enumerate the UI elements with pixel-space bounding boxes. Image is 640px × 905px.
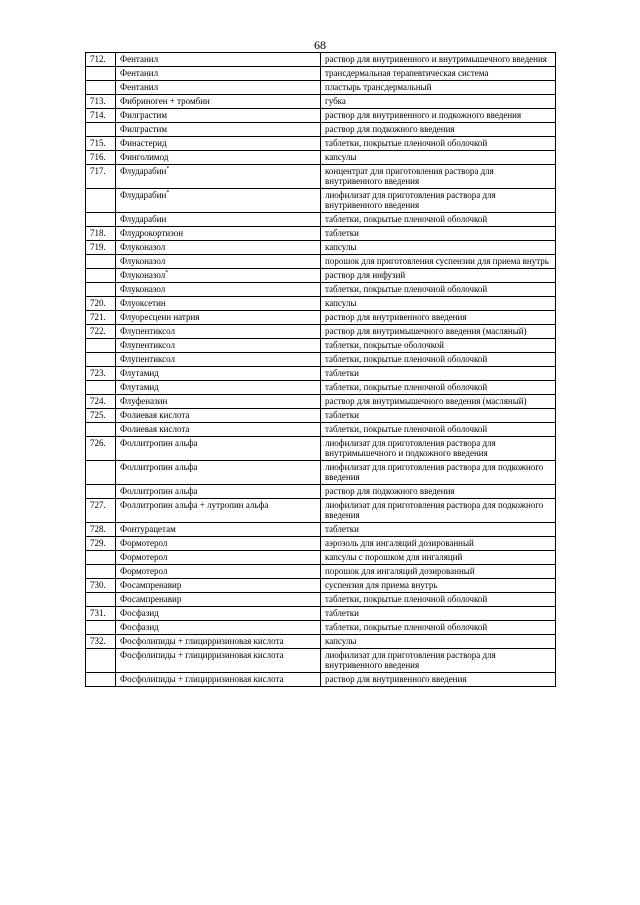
table-row [86,151,556,165]
table-row [86,499,556,523]
row-number [86,381,116,395]
drug-table [85,52,556,687]
table-row [86,241,556,255]
dosage-form: таблетки [321,227,556,241]
row-number: 712. [86,53,116,67]
row-number: 728. [86,523,116,537]
table-row [86,381,556,395]
table-row [86,367,556,381]
footnote-mark: * [165,270,169,276]
table-row [86,395,556,409]
row-number [86,189,116,213]
drug-name: Филграстим [120,110,168,120]
table-row [86,123,556,137]
drug-name: Финастерид [120,138,167,148]
drug-name: Фоллитропин альфа [120,438,198,448]
drug-name-cell [116,353,321,367]
dosage-form: пластырь трансдермальный [321,81,556,95]
footnote-mark: * [166,166,170,172]
row-number [86,123,116,137]
row-number: 722. [86,325,116,339]
drug-name: Фосфолипиды + глицирризиновая кислота [120,674,284,684]
row-number [86,67,116,81]
dosage-form: раствор для внутривенного и подкожного введения [321,109,556,123]
drug-name: Флупентиксол [120,340,176,350]
row-number [86,673,116,687]
dosage-form: порошок для приготовления суспензии для приема внутрь [321,255,556,269]
row-number: 723. [86,367,116,381]
drug-name-cell [116,255,321,269]
row-number [86,551,116,565]
drug-name: Фосфолипиды + глицирризиновая кислота [120,650,284,660]
table-row [86,635,556,649]
drug-name-cell [116,673,321,687]
dosage-form: губка [321,95,556,109]
table-row [86,311,556,325]
drug-name-cell [116,53,321,67]
row-number: 732. [86,635,116,649]
dosage-form: суспензия для приема внутрь [321,579,556,593]
drug-name: Фибриноген + тромбин [120,96,210,106]
drug-name-cell [116,437,321,461]
row-number: 726. [86,437,116,461]
drug-name: Флуконазол [120,270,166,280]
drug-name-cell [116,137,321,151]
drug-name-cell [116,551,321,565]
row-number: 715. [86,137,116,151]
table-row [86,53,556,67]
drug-name-cell [116,565,321,579]
row-number: 730. [86,579,116,593]
dosage-form: таблетки, покрытые пленочной оболочкой [321,213,556,227]
dosage-form: таблетки [321,367,556,381]
drug-name: Флударабин [120,214,167,224]
drug-name: Флупентиксол [120,354,176,364]
drug-name-cell [116,593,321,607]
drug-name-cell [116,67,321,81]
table-row [86,67,556,81]
table-row [86,325,556,339]
table-row [86,593,556,607]
drug-name-cell [116,297,321,311]
row-number: 718. [86,227,116,241]
drug-name: Фосампренавир [120,594,182,604]
drug-name-cell [116,635,321,649]
row-number: 727. [86,499,116,523]
drug-name-cell [116,81,321,95]
footnote-mark: * [166,190,170,196]
row-number [86,593,116,607]
dosage-form: раствор для инфузий [321,269,556,283]
drug-name-cell [116,241,321,255]
dosage-form: порошок для ингаляций дозированный [321,565,556,579]
row-number [86,649,116,673]
drug-name-cell [116,283,321,297]
table-row [86,621,556,635]
drug-table-body [86,53,556,687]
dosage-form: таблетки, покрытые пленочной оболочкой [321,353,556,367]
dosage-form: раствор для подкожного введения [321,123,556,137]
dosage-form: раствор для внутривенного и внутримышечного введения [321,53,556,67]
drug-name-cell [116,269,321,283]
table-row [86,137,556,151]
row-number [86,213,116,227]
dosage-form: лиофилизат для приготовления раствора для подкожного введения [321,499,556,523]
drug-name-cell [116,95,321,109]
drug-name: Фоллитропин альфа [120,486,198,496]
page-number: 68 [314,38,326,52]
drug-name: Фентанил [120,82,159,92]
row-number [86,81,116,95]
dosage-form: таблетки, покрытые пленочной оболочкой [321,137,556,151]
drug-name-cell [116,339,321,353]
drug-name: Фолиевая кислота [120,424,190,434]
dosage-form: таблетки, покрытые пленочной оболочкой [321,423,556,437]
table-row [86,551,556,565]
table-row [86,523,556,537]
table-row [86,165,556,189]
drug-name-cell [116,151,321,165]
table-row [86,95,556,109]
row-number: 731. [86,607,116,621]
drug-name-cell [116,367,321,381]
dosage-form: капсулы с порошком для ингаляций [321,551,556,565]
drug-name: Фоллитропин альфа + лутропин альфа [120,500,269,510]
drug-name: Фосфазид [120,608,159,618]
drug-name: Флуконазол [120,256,166,266]
row-number: 713. [86,95,116,109]
table-row [86,255,556,269]
drug-name-cell [116,499,321,523]
drug-name-cell [116,461,321,485]
drug-name: Флударабин [120,166,167,176]
dosage-form: трансдермальная терапевтическая система [321,67,556,81]
drug-name: Фентанил [120,68,159,78]
drug-name: Формотерол [120,538,168,548]
drug-name: Формотерол [120,566,168,576]
table-row [86,649,556,673]
table-row [86,409,556,423]
row-number [86,339,116,353]
table-row [86,485,556,499]
drug-name: Фосфолипиды + глицирризиновая кислота [120,636,284,646]
dosage-form: концентрат для приготовления раствора для внутривенного введения [321,165,556,189]
dosage-form: капсулы [321,241,556,255]
drug-name: Фосфазид [120,622,159,632]
drug-name: Флуоксетин [120,298,166,308]
row-number [86,269,116,283]
table-row [86,437,556,461]
dosage-form: капсулы [321,151,556,165]
drug-name-cell [116,423,321,437]
drug-name: Флудрокортизон [120,228,184,238]
row-number: 717. [86,165,116,189]
dosage-form: раствор для подкожного введения [321,485,556,499]
table-row [86,673,556,687]
table-row [86,565,556,579]
row-number: 716. [86,151,116,165]
table-row [86,461,556,485]
row-number: 719. [86,241,116,255]
table-row [86,109,556,123]
drug-name-cell [116,537,321,551]
table-row [86,353,556,367]
drug-name: Флупентиксол [120,326,176,336]
drug-name: Флуфеназин [120,396,168,406]
dosage-form: таблетки [321,409,556,423]
drug-name: Флутамид [120,368,159,378]
row-number [86,485,116,499]
drug-name: Фонтурацетам [120,524,176,534]
drug-name-cell [116,109,321,123]
table-row [86,81,556,95]
table-row [86,227,556,241]
table-row [86,537,556,551]
dosage-form: раствор для внутривенного введения [321,673,556,687]
drug-name-cell [116,189,321,213]
table-row [86,213,556,227]
drug-name-cell [116,123,321,137]
drug-name-cell [116,523,321,537]
table-row [86,297,556,311]
table-row [86,283,556,297]
dosage-form: таблетки, покрытые пленочной оболочкой [321,381,556,395]
drug-name-cell [116,395,321,409]
drug-name: Формотерол [120,552,168,562]
drug-name: Филграстим [120,124,168,134]
row-number [86,353,116,367]
drug-name-cell [116,311,321,325]
drug-name-cell [116,165,321,189]
table-row [86,339,556,353]
row-number [86,255,116,269]
drug-name-cell [116,381,321,395]
dosage-form: таблетки, покрытые пленочной оболочкой [321,593,556,607]
drug-name: Флударабин [120,190,167,200]
row-number [86,461,116,485]
dosage-form: таблетки, покрытые пленочной оболочкой [321,283,556,297]
row-number: 720. [86,297,116,311]
drug-name: Флуоресцеин натрия [120,312,200,322]
drug-name: Фоллитропин альфа [120,462,198,472]
table-row [86,607,556,621]
drug-name-cell [116,227,321,241]
drug-name: Фолиевая кислота [120,410,190,420]
drug-name: Финголимод [120,152,169,162]
drug-name: Флутамид [120,382,159,392]
row-number [86,283,116,297]
drug-name: Флуконазол [120,242,166,252]
drug-name-cell [116,607,321,621]
row-number: 721. [86,311,116,325]
row-number: 714. [86,109,116,123]
drug-name-cell [116,621,321,635]
dosage-form: лиофилизат для приготовления раствора для подкожного введения [321,461,556,485]
dosage-form: раствор для внутримышечного введения (масляный) [321,325,556,339]
dosage-form: таблетки, покрытые пленочной оболочкой [321,621,556,635]
row-number: 724. [86,395,116,409]
dosage-form: раствор для внутримышечного введения (масляный) [321,395,556,409]
table-row [86,579,556,593]
drug-name-cell [116,649,321,673]
dosage-form: капсулы [321,635,556,649]
drug-name: Фосампренавир [120,580,182,590]
drug-name-cell [116,325,321,339]
table-row [86,189,556,213]
drug-name: Фентанил [120,54,159,64]
dosage-form: лиофилизат для приготовления раствора для внутривенного введения [321,649,556,673]
row-number [86,423,116,437]
dosage-form: капсулы [321,297,556,311]
drug-name-cell [116,409,321,423]
row-number [86,621,116,635]
dosage-form: таблетки [321,607,556,621]
row-number: 729. [86,537,116,551]
table-row [86,423,556,437]
dosage-form: раствор для внутривенного введения [321,311,556,325]
dosage-form: лиофилизат для приготовления раствора для внутримышечного и подкожного введения [321,437,556,461]
dosage-form: таблетки [321,523,556,537]
drug-name-cell [116,579,321,593]
dosage-form: таблетки, покрытые оболочкой [321,339,556,353]
dosage-form: лиофилизат для приготовления раствора для внутривенного введения [321,189,556,213]
drug-name-cell [116,213,321,227]
drug-name: Флуконазол [120,284,166,294]
table-row [86,269,556,283]
row-number [86,565,116,579]
row-number: 725. [86,409,116,423]
dosage-form: аэрозоль для ингаляций дозированный [321,537,556,551]
drug-name-cell [116,485,321,499]
